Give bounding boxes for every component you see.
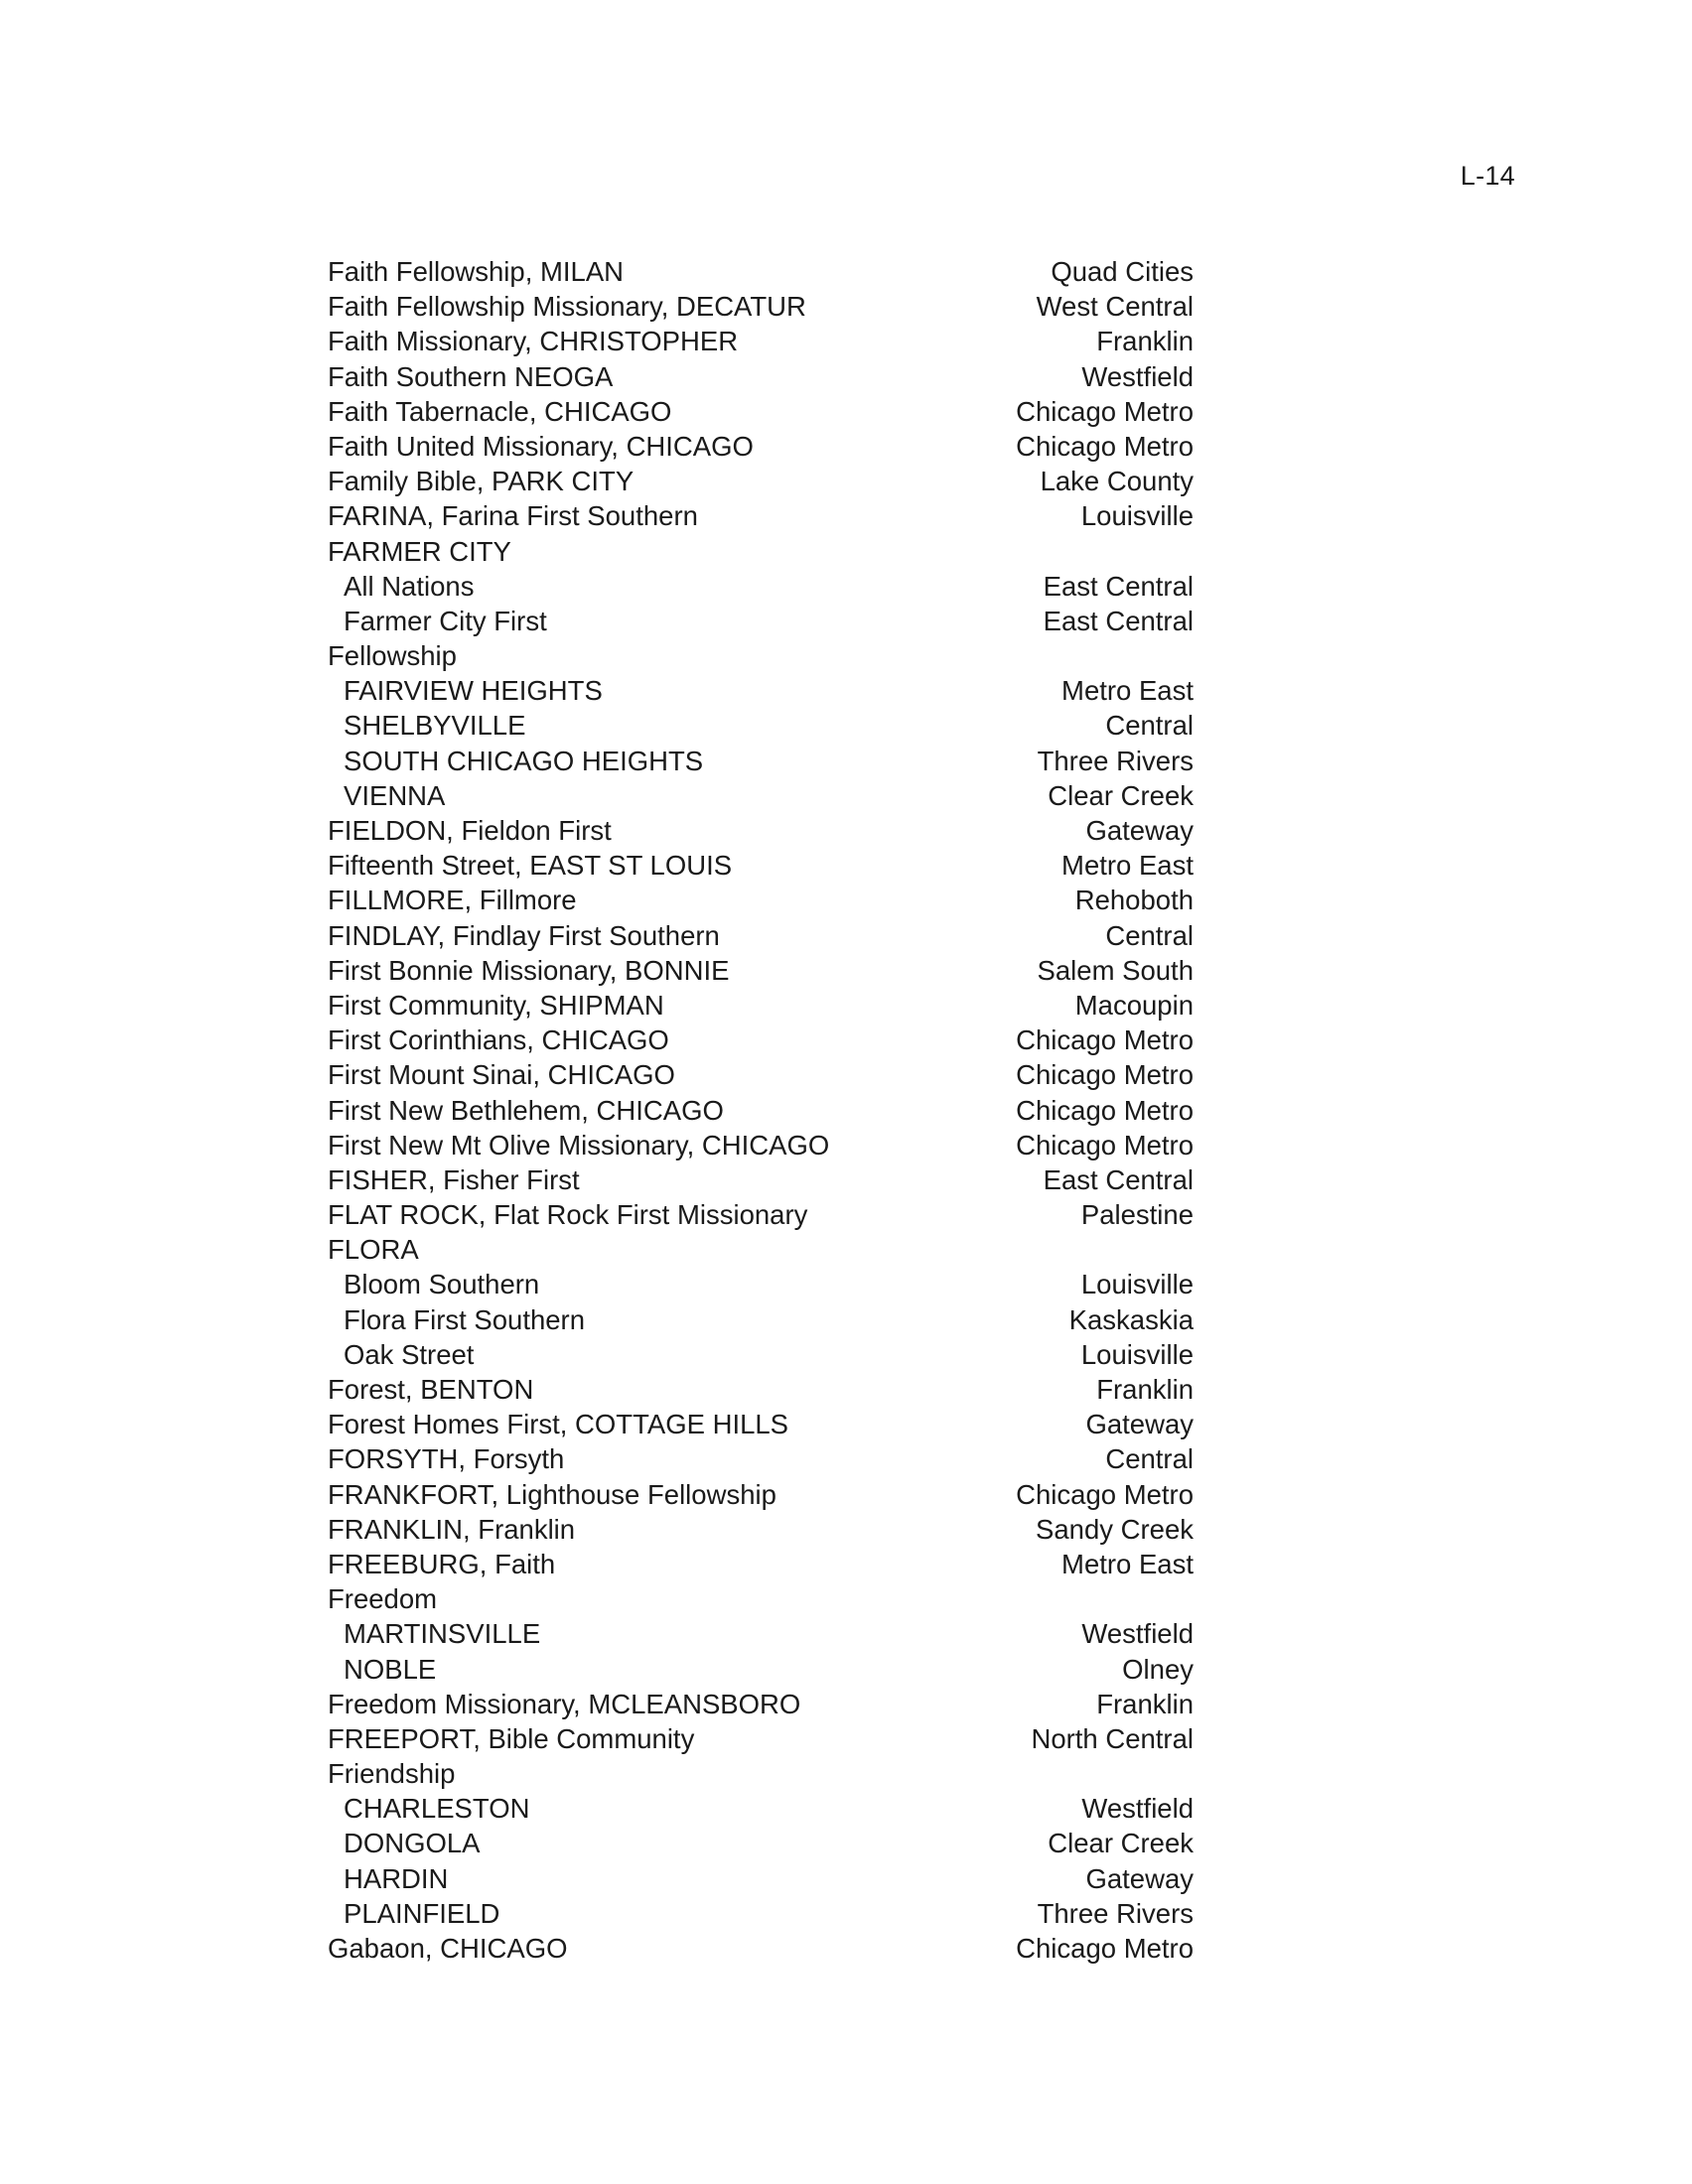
association-name: Quad Cities (1051, 256, 1194, 287)
association-name: Clear Creek (1048, 779, 1194, 811)
association-name: Westfield (1081, 1618, 1194, 1650)
church-name: Bloom Southern (344, 1269, 540, 1300)
list-item (320, 778, 1194, 813)
list-item (320, 1407, 1194, 1441)
church-name: FRANKLIN, Franklin (328, 1513, 576, 1545)
association-name: Olney (1122, 1653, 1194, 1685)
church-name: Forest Homes First, COTTAGE HILLS (328, 1409, 789, 1440)
association-name: Chicago Metro (1016, 1129, 1194, 1160)
association-name: Central (1105, 710, 1194, 742)
list-item (320, 1616, 1194, 1651)
church-name: First Corinthians, CHICAGO (328, 1024, 669, 1056)
association-name: Chicago Metro (1016, 1024, 1194, 1056)
association-name: Metro East (1061, 1548, 1194, 1579)
list-item (320, 813, 1194, 848)
association-name: North Central (1031, 1722, 1194, 1754)
association-name: Macoupin (1074, 989, 1194, 1021)
church-name: SHELBYVILLE (344, 710, 526, 742)
church-name: FARMER CITY (328, 535, 511, 567)
page-number: L-14 (1460, 161, 1515, 191)
church-name: Fifteenth Street, EAST ST LOUIS (328, 850, 733, 882)
list-item (320, 1057, 1194, 1092)
association-name: Chicago Metro (1016, 1933, 1194, 1964)
church-name: Gabaon, CHICAGO (328, 1933, 568, 1964)
list-item (320, 324, 1194, 358)
association-name: Chicago Metro (1016, 1059, 1194, 1091)
list-item (320, 359, 1194, 394)
church-name: Faith Southern NEOGA (328, 360, 614, 392)
association-name: Gateway (1085, 1409, 1194, 1440)
association-name: Sandy Creek (1036, 1513, 1194, 1545)
church-name: Farmer City First (344, 605, 547, 636)
church-name: FORSYTH, Forsyth (328, 1443, 565, 1475)
church-name: NOBLE (344, 1653, 437, 1685)
church-name: CHARLESTON (344, 1793, 530, 1825)
list-item (320, 1477, 1194, 1512)
list-item (320, 673, 1194, 708)
list-item (320, 1652, 1194, 1687)
list-item (320, 1093, 1194, 1128)
association-name: Palestine (1080, 1199, 1194, 1231)
church-name: First Mount Sinai, CHICAGO (328, 1059, 675, 1091)
list-item (320, 918, 1194, 953)
church-name: Fellowship (328, 640, 457, 672)
list-group-heading (320, 1581, 1194, 1616)
church-name: Freedom (328, 1583, 438, 1615)
church-name: Friendship (328, 1758, 456, 1790)
church-name: SOUTH CHICAGO HEIGHTS (344, 745, 704, 776)
list-item (320, 1337, 1194, 1372)
list-item (320, 1197, 1194, 1232)
church-name: FAIRVIEW HEIGHTS (344, 675, 603, 707)
church-name: FARINA, Farina First Southern (328, 500, 698, 532)
church-name: First New Bethlehem, CHICAGO (328, 1094, 724, 1126)
church-name: FLAT ROCK, Flat Rock First Missionary (328, 1199, 808, 1231)
list-item (320, 289, 1194, 324)
list-item (320, 1896, 1194, 1931)
association-name: Metro East (1061, 675, 1194, 707)
list-group-heading (320, 534, 1194, 569)
church-name: FINDLAY, Findlay First Southern (328, 919, 720, 951)
list-item (320, 464, 1194, 498)
list-group-heading (320, 638, 1194, 673)
church-name: Faith United Missionary, CHICAGO (328, 430, 754, 462)
association-name: East Central (1043, 570, 1194, 602)
list-item (320, 1162, 1194, 1197)
association-name: Kaskaskia (1068, 1303, 1194, 1335)
church-name: Freedom Missionary, MCLEANSBORO (328, 1688, 801, 1719)
list-item (320, 394, 1194, 429)
association-name: Central (1105, 919, 1194, 951)
list-item (320, 498, 1194, 533)
association-name: Franklin (1096, 1688, 1194, 1719)
list-item (320, 1267, 1194, 1301)
church-name: HARDIN (344, 1862, 449, 1894)
list-item (320, 254, 1194, 289)
list-item (320, 1826, 1194, 1860)
church-name: Faith Fellowship, MILAN (328, 256, 625, 287)
association-name: Franklin (1096, 1374, 1194, 1405)
list-item (320, 1721, 1194, 1756)
church-name: All Nations (344, 570, 475, 602)
list-item (320, 1023, 1194, 1057)
association-name: Gateway (1085, 815, 1194, 846)
list-item (320, 1791, 1194, 1826)
association-name: Three Rivers (1037, 1897, 1194, 1929)
association-name: West Central (1036, 291, 1194, 323)
church-name: FREEPORT, Bible Community (328, 1722, 695, 1754)
list-item (320, 604, 1194, 638)
association-name: Lake County (1040, 466, 1194, 497)
list-item (320, 1931, 1194, 1966)
church-name: Oak Street (344, 1338, 475, 1370)
association-name: Chicago Metro (1016, 430, 1194, 462)
list-group-heading (320, 1232, 1194, 1267)
list-item (320, 1441, 1194, 1476)
list-item (320, 953, 1194, 988)
association-name: Louisville (1080, 1269, 1194, 1300)
list-item (320, 1861, 1194, 1896)
list-item (320, 988, 1194, 1023)
church-name: FRANKFORT, Lighthouse Fellowship (328, 1478, 776, 1510)
association-name: Chicago Metro (1016, 395, 1194, 427)
association-name: East Central (1043, 605, 1194, 636)
church-name: First New Mt Olive Missionary, CHICAGO (328, 1129, 830, 1160)
list-item (320, 569, 1194, 604)
association-name: Chicago Metro (1016, 1094, 1194, 1126)
church-name: PLAINFIELD (344, 1897, 500, 1929)
association-name: Gateway (1085, 1862, 1194, 1894)
association-name: Salem South (1037, 954, 1194, 986)
list-item (320, 1302, 1194, 1337)
list-item (320, 883, 1194, 917)
association-name: Louisville (1080, 1338, 1194, 1370)
church-name: Faith Missionary, CHRISTOPHER (328, 326, 739, 357)
association-name: Clear Creek (1048, 1828, 1194, 1859)
church-name: Flora First Southern (344, 1303, 586, 1335)
association-name: Chicago Metro (1016, 1478, 1194, 1510)
list-item (320, 744, 1194, 778)
list-item (320, 1687, 1194, 1721)
church-listing (320, 254, 1194, 1966)
list-group-heading (320, 1756, 1194, 1791)
church-name: Faith Tabernacle, CHICAGO (328, 395, 672, 427)
association-name: Westfield (1081, 360, 1194, 392)
list-item (320, 1372, 1194, 1407)
list-item (320, 1512, 1194, 1547)
church-name: FLORA (328, 1234, 419, 1266)
association-name: Metro East (1061, 850, 1194, 882)
association-name: Westfield (1081, 1793, 1194, 1825)
church-name: First Community, SHIPMAN (328, 989, 664, 1021)
association-name: East Central (1043, 1163, 1194, 1195)
church-name: MARTINSVILLE (344, 1618, 541, 1650)
association-name: Franklin (1096, 326, 1194, 357)
association-name: Central (1105, 1443, 1194, 1475)
association-name: Three Rivers (1037, 745, 1194, 776)
church-name: Faith Fellowship Missionary, DECATUR (328, 291, 806, 323)
church-name: VIENNA (344, 779, 446, 811)
list-item (320, 1128, 1194, 1162)
list-item (320, 429, 1194, 464)
list-item (320, 708, 1194, 743)
church-name: FIELDON, Fieldon First (328, 815, 612, 846)
list-item (320, 1547, 1194, 1581)
church-name: FISHER, Fisher First (328, 1163, 580, 1195)
association-name: Louisville (1080, 500, 1194, 532)
church-name: FREEBURG, Faith (328, 1548, 556, 1579)
church-name: First Bonnie Missionary, BONNIE (328, 954, 730, 986)
church-name: Forest, BENTON (328, 1374, 534, 1405)
list-item (320, 848, 1194, 883)
church-name: Family Bible, PARK CITY (328, 466, 634, 497)
church-name: FILLMORE, Fillmore (328, 885, 577, 916)
church-name: DONGOLA (344, 1828, 481, 1859)
association-name: Rehoboth (1074, 885, 1194, 916)
